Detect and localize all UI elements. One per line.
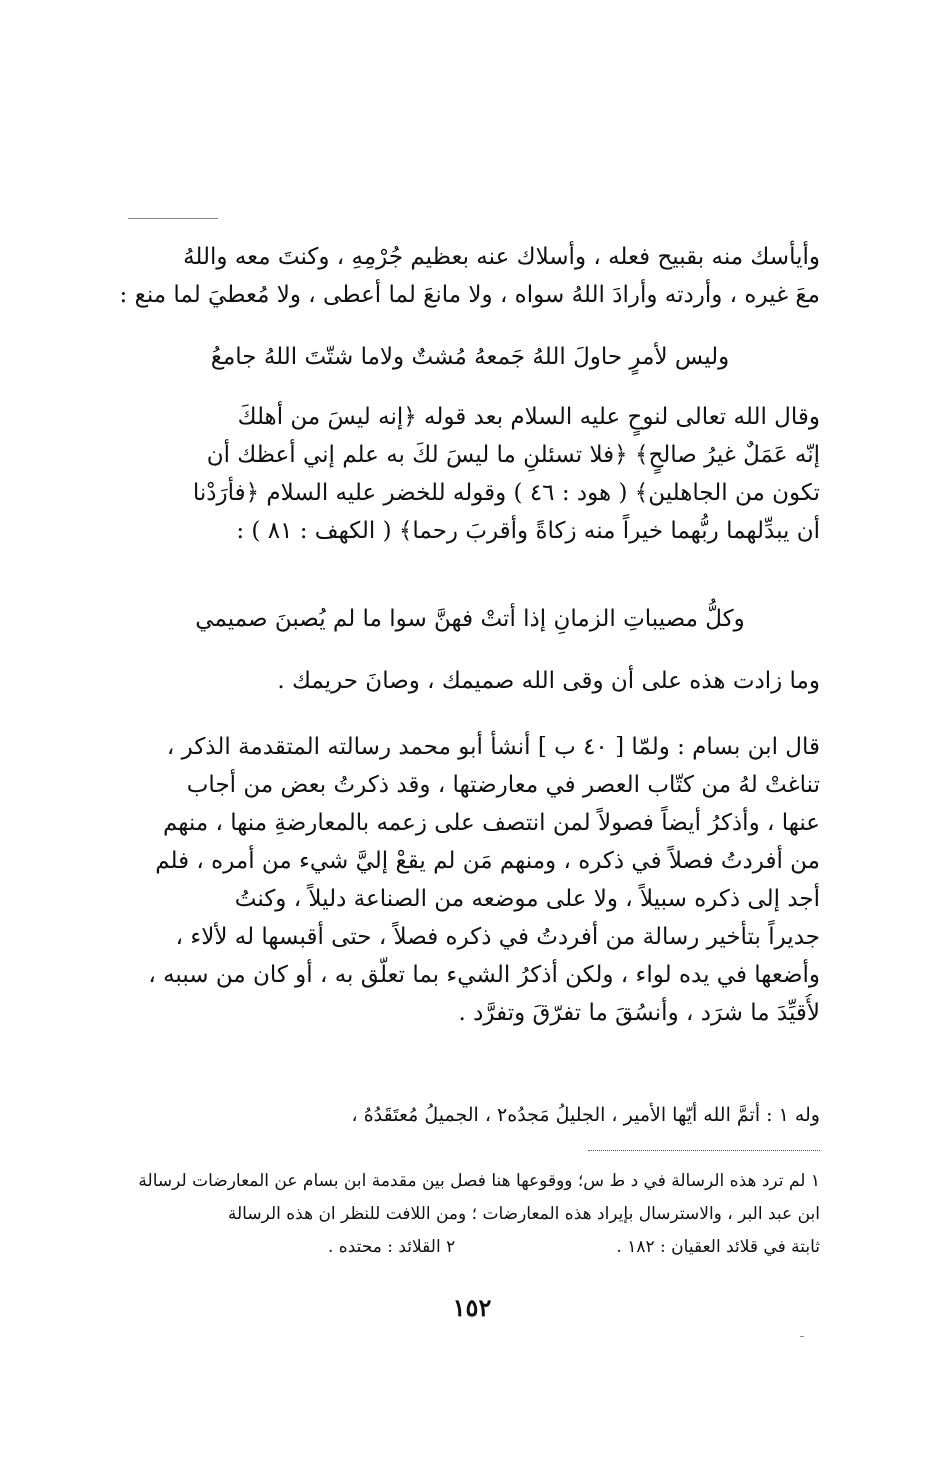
paragraph-ibn-bassam — [98, 728, 820, 1032]
text-line: تكون من الجاهلين﴾ ( هود : ٤٦ ) وقوله للخضر عليه السلام ﴿فأرَدْنا — [192, 480, 820, 506]
footnote-line: ١ لم ترد هذه الرسالة في د ط س؛ ووقوعها هنا فصل بين مقدمة ابن بسام عن المعارضات لرسالة — [138, 1171, 820, 1191]
text-line: وما زادت هذه على أن وقى الله صميمك ، وصانَ حريمك . — [277, 668, 820, 694]
footnote-last-row — [98, 1231, 820, 1264]
text-line: أن يبدِّلهما ربُّهما خيراً منه زكاةً وأقربَ رحما﴾ ( الكهف : ٨١ ) : — [236, 518, 820, 544]
text-line: إنّه عَمَلٌ غيرُ صالحٍ﴾ ﴿فلا تسئلنِ ما ليسَ لكَ به علم إني أعظك أن — [206, 442, 820, 468]
text-line: أجد إلى ذكره سبيلاً ، ولا على موضعه من الصناعة دليلاً ، وكنتُ — [234, 886, 820, 912]
text-line: عنها ، وأذكرُ أيضاً فصولاً لمن انتصف على زعمه بالمعارضةِ منها ، منهم — [162, 810, 820, 836]
paragraph-continuation — [98, 238, 820, 314]
scan-speck — [128, 218, 218, 219]
text-line: وأضعها في يده لواء ، ولكن أذكرُ الشيء بما تعلّق به ، أو كان من سببه ، — [148, 962, 820, 988]
text-line: معَ غيره ، وأردته وأرادَ اللهُ سواه ، ولا مانعَ لما أعطى ، ولا مُعطيَ لما منع : — [119, 282, 820, 308]
footnote-line: ٢ القلائد : محتده . — [328, 1237, 456, 1257]
text-line: وأيأسك منه بقبيح فعله ، وأسلاك عنه بعظيم جُرْمِهِ ، وكنتَ معه واللهُ — [183, 244, 820, 270]
closing-line — [98, 1096, 820, 1134]
text-line: جديراً بتأخير رسالة من أفردتُ في ذكره فصلاً ، حتى أقبسها له لألاء ، — [175, 924, 820, 950]
text-line: تناغتْ لهُ من كتّاب العصر في معارضتها ، وقد ذكرتُ بعض من أجاب — [186, 772, 820, 798]
poetry-verse: وليس لأمرٍ حاولَ اللهُ جَمعهُ مُشتٌ ولاما شتّتَ اللهُ جامعُ — [210, 344, 730, 370]
text-line: لأُقيِّدَ ما شرَد ، وأنسُقَ ما تفرّقَ وتفرَّد . — [458, 1000, 820, 1026]
footnote-line: ثابتة في قلائد العقيان : ١٨٢ . — [616, 1237, 820, 1257]
footnotes — [98, 1165, 820, 1264]
text-line: من أفردتُ فصلاً في ذكره ، ومنهم مَن لم يقعْ إليَّ شيء من أمره ، فلم — [155, 848, 820, 874]
footnote-line: ابن عبد البر ، والاسترسال بإيراد هذه المعارضات ؛ ومن اللافت للنظر ان هذه الرسالة — [227, 1204, 820, 1224]
text-line: وله ١ : أتمَّ الله أيّها الأمير ، الجليلُ مَجدُه٢ ، الجميلُ مُعتَقَدُهُ ، — [351, 1104, 820, 1126]
scan-speck — [800, 1336, 804, 1337]
footnote-separator — [588, 1150, 820, 1151]
page-number: ١٥٢ — [452, 1293, 492, 1322]
paragraph-quran-citation — [98, 398, 820, 550]
text-line: وقال الله تعالى لنوحٍ عليه السلام بعد قوله ﴿إنه ليسَ من أهلكَ — [237, 404, 820, 430]
poetry-verse: وكلُّ مصيباتِ الزمانِ إذا أتتْ فهنَّ سوا ما لم يُصبنَ صميمي — [195, 606, 745, 632]
paragraph-short — [98, 662, 820, 700]
text-line: قال ابن بسام : ولمّا [ ٤٠ ب ] أنشأ أبو محمد رسالته المتقدمة الذكر ، — [166, 734, 820, 760]
